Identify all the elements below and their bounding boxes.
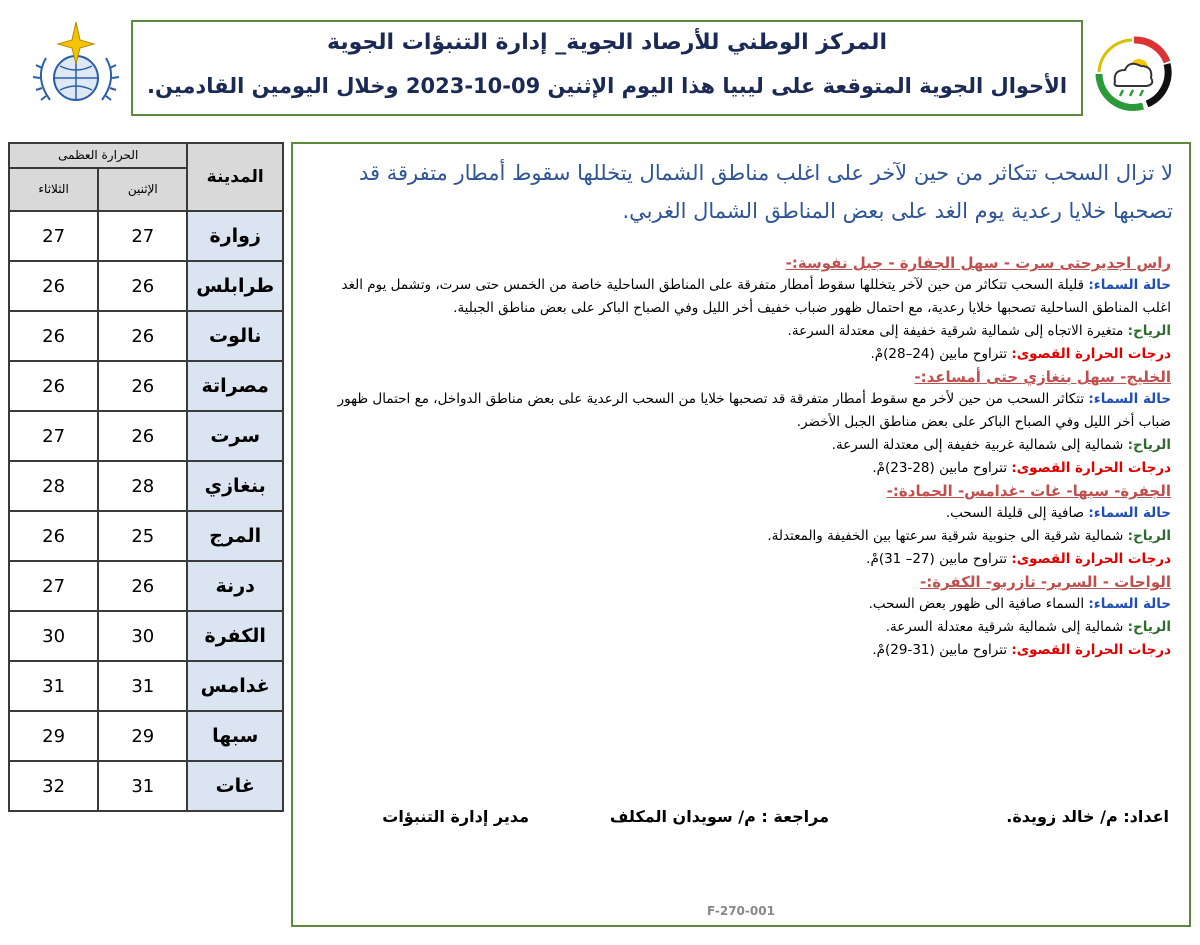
- cloud-sun-rain-logo-icon: [1087, 34, 1181, 114]
- city-cell: سبها: [187, 711, 283, 761]
- table-row: [9, 761, 283, 811]
- sky-text: السماء صافية الى ظهور بعض السحب.: [868, 596, 1085, 612]
- table-body: [9, 211, 283, 811]
- day2-temp-cell: 29: [9, 711, 98, 761]
- form-code: F-270-001: [707, 904, 775, 918]
- temp-line: [311, 343, 1171, 366]
- day2-temp-cell: 32: [9, 761, 98, 811]
- sky-label: حالة السماء:: [1088, 277, 1171, 293]
- day1-temp-cell: 25: [98, 511, 187, 561]
- day1-temp-cell: 26: [98, 311, 187, 361]
- table-row: [9, 361, 283, 411]
- city-cell: درنة: [187, 561, 283, 611]
- day2-temp-cell: 28: [9, 461, 98, 511]
- city-cell: غات: [187, 761, 283, 811]
- prepared-by: اعداد: م/ خالد زويدة.: [1006, 807, 1169, 826]
- table-row: [9, 411, 283, 461]
- day1-temp-cell: 31: [98, 661, 187, 711]
- header-box: [131, 20, 1083, 116]
- sky-line: [311, 502, 1171, 525]
- table-row: [9, 611, 283, 661]
- table-row: [9, 561, 283, 611]
- reviewed-by: مراجعة : م/ سويدان المكلف: [609, 807, 829, 826]
- table-row: [9, 511, 283, 561]
- region-title: راس اجديرحتى سرت - سهل الجفارة - جبل نفوسة:-: [785, 254, 1171, 272]
- temp-label: درجات الحرارة القصوى:: [1011, 551, 1171, 567]
- city-cell: زوارة: [187, 211, 283, 261]
- page-subtitle: الأحوال الجوية المتوقعة على ليبيا هذا اليوم الإثنين 09-10-2023 وخلال اليومين القادمين.: [146, 74, 1068, 98]
- day2-column-header: الثلاثاء: [9, 168, 98, 211]
- temp-text: تتراوح مابين (28-23)مْ.: [872, 460, 1008, 476]
- sky-text: صافية إلى قليلة السحب.: [945, 505, 1085, 521]
- wind-label: الرياح:: [1127, 528, 1171, 544]
- day2-temp-cell: 30: [9, 611, 98, 661]
- table-row: [9, 711, 283, 761]
- city-cell: غدامس: [187, 661, 283, 711]
- day1-temp-cell: 26: [98, 561, 187, 611]
- day2-temp-cell: 26: [9, 361, 98, 411]
- day1-temp-cell: 28: [98, 461, 187, 511]
- sky-label: حالة السماء:: [1088, 596, 1171, 612]
- sky-line: [311, 274, 1171, 320]
- table-row: [9, 461, 283, 511]
- wind-text: شمالية إلى شمالية غربية خفيفة إلى معتدلة السرعة.: [831, 437, 1124, 453]
- region-section: [311, 571, 1171, 662]
- sky-line: [311, 388, 1171, 434]
- table-row: [9, 661, 283, 711]
- city-cell: الكفرة: [187, 611, 283, 661]
- sky-text: تتكاثر السحب من حين لأخر مع سقوط أمطار متفرقة قد تصحبها خلايا من السحب الرعدية على بعض مناطق الدواخل، مع احتمال ظهور ضباب أخر الليل وفي الصباح الباكر على بعض مناطق الجبل الأخضر.: [337, 391, 1171, 430]
- table-row: [9, 211, 283, 261]
- page-title: المركز الوطني للأرصاد الجوية_ إدارة التنبؤات الجوية: [327, 30, 887, 55]
- wind-line: [311, 616, 1171, 639]
- table-row: [9, 311, 283, 361]
- region-section: [311, 252, 1171, 366]
- sky-line: [311, 593, 1171, 616]
- sky-text: قليلة السحب تتكاثر من حين لآخر يتخللها سقوط أمطار متفرقة على المناطق الساحلية خاصة من الخمس حتى سرت، وتشمل يوم الغد اغلب المناطق الساحلية تصحبها خلايا رعدية، مع احتمال ظهور ضباب خفيف أخر الليل وفي الصباح الباكر على بعض مناطق الجبلية.: [341, 277, 1171, 316]
- wind-label: الرياح:: [1127, 437, 1171, 453]
- wmo-emblem-icon: [28, 18, 124, 114]
- max-temperature-table: [8, 142, 284, 812]
- day2-temp-cell: 31: [9, 661, 98, 711]
- day2-temp-cell: 27: [9, 211, 98, 261]
- temp-text: تتراوح مابين (27– 31)مْ.: [866, 551, 1008, 567]
- forecast-box: [291, 142, 1191, 927]
- region-title: الواحات - السرير- تازربو- الكفرة:-: [919, 573, 1171, 591]
- temp-text: تتراوح مابين (24–28)مْ.: [870, 346, 1008, 362]
- temp-line: [311, 548, 1171, 571]
- day1-temp-cell: 26: [98, 411, 187, 461]
- day2-temp-cell: 27: [9, 561, 98, 611]
- region-title: الجفرة- سبها- غات -غدامس- الحمادة:-: [886, 482, 1171, 500]
- temp-label: درجات الحرارة القصوى:: [1011, 460, 1171, 476]
- day1-temp-cell: 27: [98, 211, 187, 261]
- wind-label: الرياح:: [1127, 619, 1171, 635]
- day2-temp-cell: 27: [9, 411, 98, 461]
- wind-line: [311, 320, 1171, 343]
- wind-line: [311, 525, 1171, 548]
- table-row: [9, 261, 283, 311]
- wind-label: الرياح:: [1127, 323, 1171, 339]
- sky-label: حالة السماء:: [1088, 391, 1171, 407]
- city-cell: بنغازي: [187, 461, 283, 511]
- forecast-manager: مدير إدارة التنبؤات: [382, 807, 529, 826]
- day1-temp-cell: 29: [98, 711, 187, 761]
- day1-column-header: الإثنين: [98, 168, 187, 211]
- temp-line: [311, 457, 1171, 480]
- day2-temp-cell: 26: [9, 511, 98, 561]
- city-cell: نالوت: [187, 311, 283, 361]
- region-section: [311, 366, 1171, 480]
- temp-line: [311, 639, 1171, 662]
- day1-temp-cell: 26: [98, 261, 187, 311]
- temp-label: درجات الحرارة القصوى:: [1011, 346, 1171, 362]
- sky-label: حالة السماء:: [1088, 505, 1171, 521]
- region-title: الخليج- سهل بنغازي حتى أمساعد:-: [914, 368, 1171, 386]
- temp-text: تتراوح مابين (31-29)مْ.: [872, 642, 1008, 658]
- city-cell: طرابلس: [187, 261, 283, 311]
- wind-line: [311, 434, 1171, 457]
- region-section: [311, 480, 1171, 571]
- day2-temp-cell: 26: [9, 261, 98, 311]
- max-temp-column-header: الحرارة العظمى: [9, 143, 187, 168]
- city-cell: المرج: [187, 511, 283, 561]
- city-column-header: المدينة: [187, 143, 283, 211]
- forecast-content: [303, 150, 1179, 662]
- temp-label: درجات الحرارة القصوى:: [1011, 642, 1171, 658]
- city-cell: مصراتة: [187, 361, 283, 411]
- day1-temp-cell: 31: [98, 761, 187, 811]
- wind-text: شمالية شرقية الى جنوبية شرقية سرعتها بين الخفيفة والمعتدلة.: [767, 528, 1124, 544]
- day2-temp-cell: 26: [9, 311, 98, 361]
- day1-temp-cell: 26: [98, 361, 187, 411]
- wind-text: متغيرة الاتجاه إلى شمالية شرقية خفيفة إلى معتدلة السرعة.: [787, 323, 1124, 339]
- wind-text: شمالية إلى شمالية شرقية معتدلة السرعة.: [885, 619, 1124, 635]
- city-cell: سرت: [187, 411, 283, 461]
- day1-temp-cell: 30: [98, 611, 187, 661]
- forecast-intro: لا تزال السحب تتكاثر من حين لآخر على اغلب مناطق الشمال يتخللها سقوط أمطار متفرقة قد تصحبها خلايا رعدية يوم الغد على بعض المناطق الشمال الغربي.: [358, 161, 1173, 223]
